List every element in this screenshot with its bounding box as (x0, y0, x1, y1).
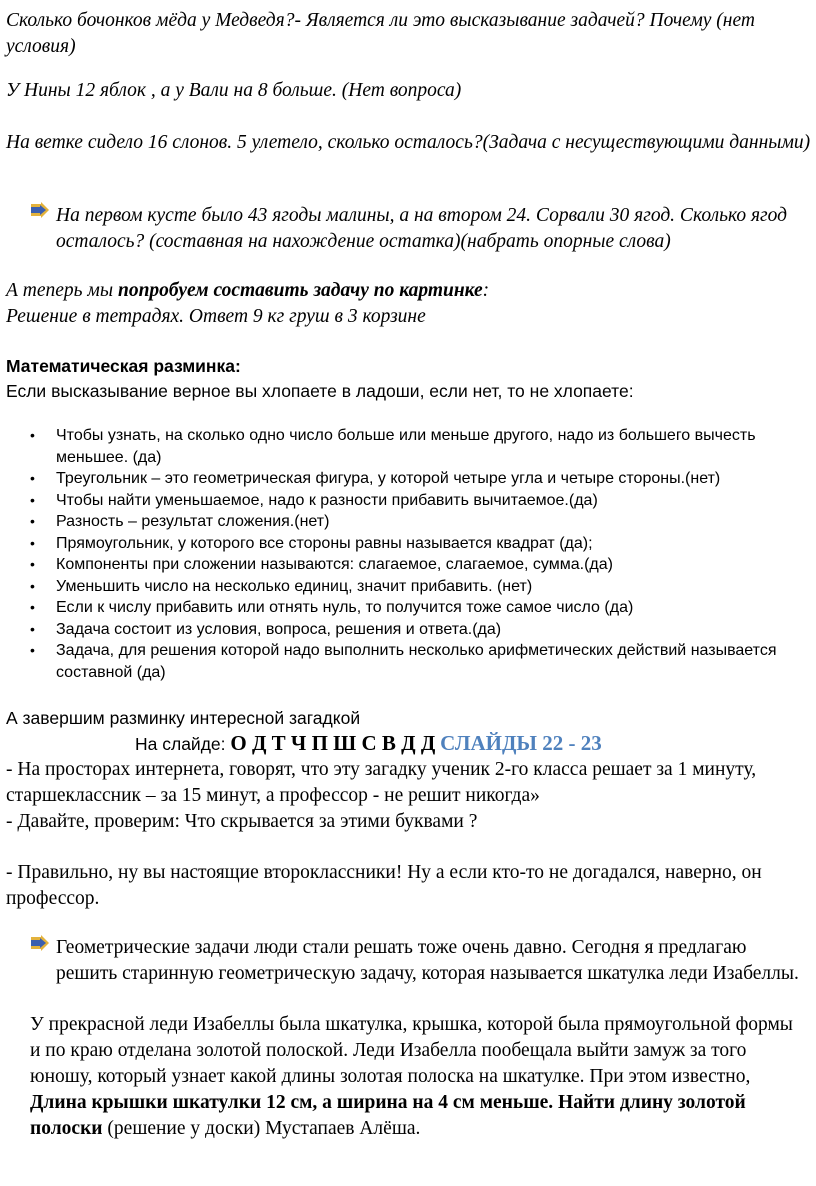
paragraph-elephants: На ветке сидело 16 слонов. 5 улетело, сколько осталось?(Задача с несуществующими данными) (6, 132, 811, 153)
list-item: Чтобы найти уменьшаемое, надо к разности прибавить вычитаемое.(да) (56, 491, 598, 509)
quote-paragraph: - На просторах интернета, говорят, что эту загадку ученик 2-го класса решает за 1 минуту, старшеклассник – за 15 минут, а профессор - не решит никогда» (6, 759, 757, 806)
paragraph-bees-question: Сколько бочонков мёда у Медведя?- Является ли это высказывание задачей? Почему (нет условия) (6, 10, 755, 57)
paragraph-solution: Решение в тетрадях. Ответ 9 кг груш в 3 корзине (6, 306, 426, 327)
paragraph-apples: У Нины 12 яблок , а у Вали на 8 больше. (Нет вопроса) (6, 80, 462, 101)
list-bullet: • (30, 577, 35, 594)
list-bullet: • (30, 642, 35, 658)
arrow-bullet-icon (30, 202, 50, 218)
check-paragraph: - Давайте, проверим: Что скрывается за этими буквами ? (6, 811, 478, 832)
list-item: Разность – результат сложения.(нет) (56, 513, 330, 530)
make-task-lead: А теперь мы (6, 280, 118, 301)
list-item: Задача, для решения которой надо выполнить несколько арифметических действий называется составной (да) (56, 642, 777, 681)
list-bullet: • (30, 470, 35, 486)
list-bullet: • (30, 491, 35, 508)
list-bullet: • (30, 599, 35, 615)
list-item: Чтобы узнать, на сколько одно число больше или меньше другого, надо из большего вычесть меньшее. (да) (56, 427, 756, 466)
paragraph-raspberries: На первом кусте было 43 ягоды малины, а на втором 24. Сорвали 30 ягод. Сколько ягод осталось? (составная на нахождение остатка)(набрать опорные слова) (56, 205, 787, 252)
list-item: Задача состоит из условия, вопроса, решения и ответа.(да) (56, 620, 502, 638)
slide-numbers: СЛАЙДЫ 22 - 23 (440, 731, 602, 755)
geometry-paragraph: Геометрические задачи люди стали решать тоже очень давно. Сегодня я предлагаю решить старинную геометрическую задачу, которая называется шкатулка леди Изабеллы. (56, 937, 799, 984)
slide-label: На слайде: (135, 734, 231, 754)
make-task-emphasis: попробуем составить задачу по картинке (117, 280, 483, 301)
list-item: Компоненты при сложении называются: слагаемое, слагаемое, сумма.(да) (56, 556, 613, 573)
story-paragraph (30, 1012, 800, 1142)
list-bullet: • (30, 620, 35, 637)
story-text: У прекрасной леди Изабеллы была шкатулка, крышка, которой была прямоугольной формы и по краю отделана золотой полоской. Леди Изабелла пообещала выйти замуж за того юношу, который узнает какой длины золотая полоска на шкатулке. При этом известно, (30, 1014, 793, 1087)
riddle-intro: А завершим разминку интересной загадкой (6, 708, 361, 728)
list-bullet: • (30, 427, 35, 443)
make-task-colon: : (482, 280, 490, 301)
story-task-bold: Длина крышки шкатулки 12 см, а ширина на 4 см меньше. Найти длину золотой полоски (30, 1092, 746, 1139)
correct-paragraph: - Правильно, ну вы настоящие второклассники! Ну а если кто-то не догадался, наверно, он профессор. (6, 862, 762, 909)
list-item: Если к числу прибавить или отнять нуль, то получится тоже самое число (да) (56, 599, 634, 616)
warmup-title: Математическая разминка: (6, 356, 241, 376)
slide-letters: О Д Т Ч П Ш С В Д Д (230, 731, 436, 755)
list-item: Уменьшить число на несколько единиц, значит прибавить. (нет) (56, 577, 533, 595)
story-tail: (решение у доски) Мустапаев Алёша. (102, 1118, 421, 1139)
arrow-bullet-icon (30, 935, 50, 951)
warmup-intro: Если высказывание верное вы хлопаете в ладоши, если нет, то не хлопаете: (6, 381, 634, 401)
list-bullet: • (30, 534, 35, 551)
list-item: Треугольник – это геометрическая фигура, у которой четыре угла и четыре стороны.(нет) (56, 470, 721, 487)
list-bullet: • (30, 513, 35, 529)
list-bullet: • (30, 556, 35, 572)
paragraph-make-task (6, 278, 806, 304)
list-item: Прямоугольник, у которого все стороны равны называется квадрат (да); (56, 534, 593, 552)
slide-line (135, 730, 805, 758)
